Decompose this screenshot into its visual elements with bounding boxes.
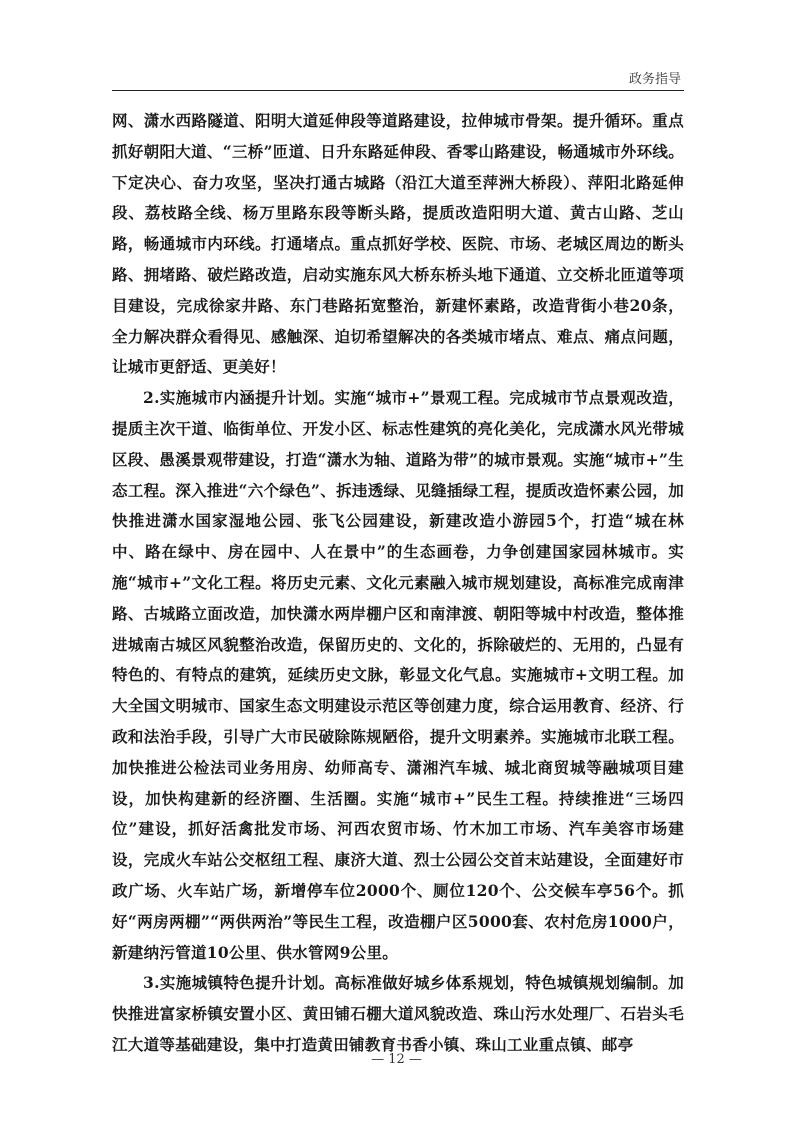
page-number: — 12 — <box>371 1052 422 1067</box>
paragraph-road-network: 网、潇水西路隧道、阳明大道延伸段等道路建设，拉伸城市骨架。提升循环。重点抓好朝阳大道、“三桥”匝道、日升东路延伸段、香零山路建设，畅通城市外环线。下定决心、奋力攻坚，坚决打通古城路（沿江大道至萍洲大桥段）、萍阳北路延伸段、荔枝路全线、杨万里路东段等断头路，提质改造阳明大道、黄古山路、芝山路，畅通城市内环线。打通堵点。重点抓好学校、医院、市场、老城区周边的断头路、拥堵路、破烂路改造，启动实施东风大桥东桥头地下通道、立交桥北匝道等项目建设，完成徐家井路、东门巷路拓宽整治，新建怀素路，改造背街小巷20条，全力解决群众看得见、感触深、迫切希望解决的各类城市堵点、难点、痛点问题，让城市更舒适、更美好！ <box>112 111 684 377</box>
running-header: 政务指导 <box>628 72 681 87</box>
paragraph-urban-connotation: 2.实施城市内涵提升计划。实施“城市+”景观工程。完成城市节点景观改造，提质主次干道、临街单位、开发小区、标志性建筑的亮化美化，完成潇水风光带城区段、愚溪景观带建设，打造“潇水为轴、道路为带”的城市景观。实施“城市+”生态工程。深入推进“六个绿色”、拆违透绿、见缝插绿工程，提质改造怀素公园，加快推进潇水国家湿地公园、张飞公园建设，新建改造小游园5个，打造“城在林中、路在绿中、房在园中、人在景中”的生态画卷，力争创建国家园林城市。实施“城市+”文化工程。将历史元素、文化元素融入城市规划建设，高标准完成南津路、古城路立面改造，加快潇水两岸棚户区和南津渡、朝阳等城中村改造，整体推进城南古城区风貌整治改造，保留历史的、文化的，拆除破烂的、无用的，凸显有特色的、有特点的建筑，延续历史文脉，彰显文化气息。实施城市+文明工程。加大全国文明城市、国家生态文明建设示范区等创建力度，综合运用教育、经济、行政和法治手段，引导广大市民破除陈规陋俗，提升文明素养。实施城市北联工程。加快推进公检法司业务用房、幼师高专、潇湘汽车城、城北商贸城等融城项目建设，加快构建新的经济圈、生活圈。实施“城市+”民生工程。持续推进“三场四位”建设，抓好活禽批发市场、河西农贸市场、竹木加工市场、汽车美容市场建设，完成火车站公交枢纽工程、康济大道、烈士公园公交首末站建设，全面建好市政广场、火车站广场，新增停车位2000个、厕位120个、公交候车亭56个。抓好“两房两棚”“两供两治”等民生工程，改造棚户区5000套、农村危房1000户，新建纳污管道10公里、供水管网9公里。 <box>112 388 684 962</box>
article-body <box>112 106 684 1061</box>
paragraph-town-features: 3.实施城镇特色提升计划。高标准做好城乡体系规划，特色城镇规划编制。加快推进富家桥镇安置小区、黄田铺石棚大道风貌改造、珠山污水处理厂、石岩头毛江大道等基础建设，集中打造黄田铺教育书香小镇、珠山工业重点镇、邮亭 <box>112 973 684 1054</box>
header-divider <box>112 90 684 91</box>
